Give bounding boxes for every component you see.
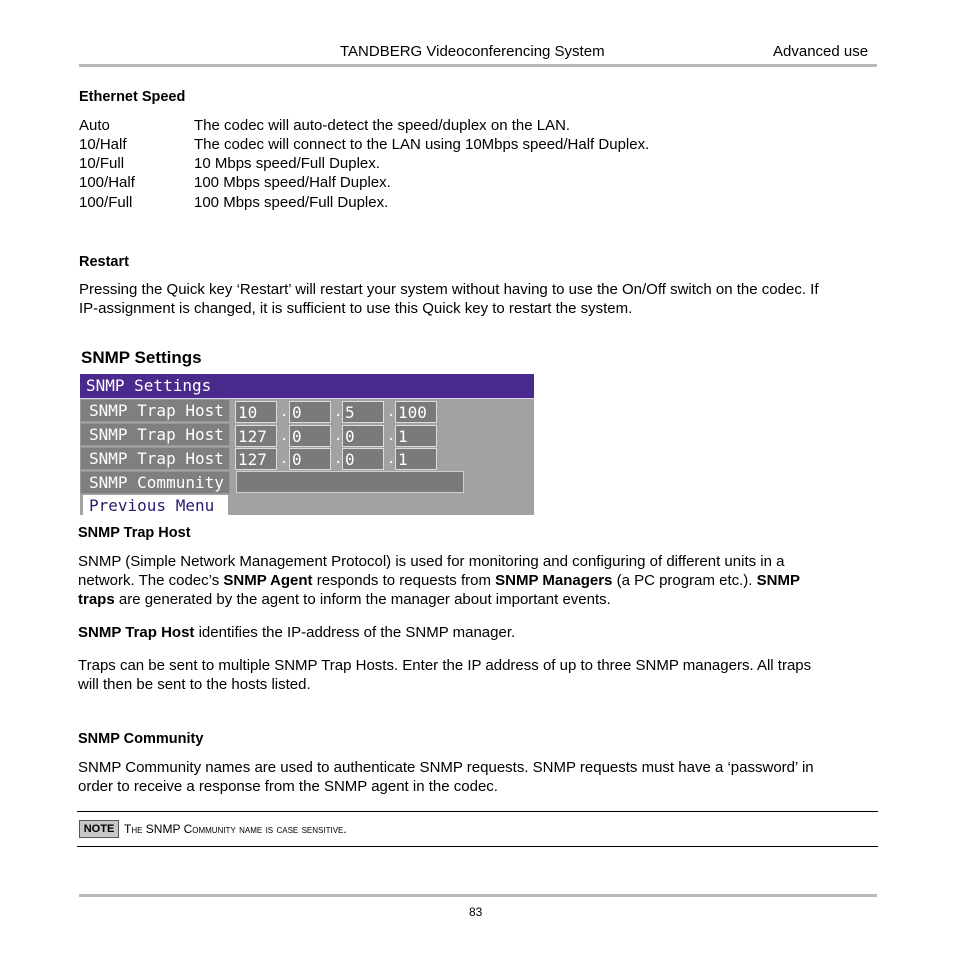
note-text: The SNMP Community name is case sensitive. xyxy=(124,822,347,836)
table-row-term: 100/Full xyxy=(79,194,133,211)
bold-term: SNMP Trap Host xyxy=(78,624,195,641)
table-row-desc: The codec will connect to the LAN using 10Mbps speed/Half Duplex. xyxy=(194,136,650,153)
community-text-line2: order to receive a response from the SNMP agent in the codec. xyxy=(78,778,498,795)
trap-host-1-label[interactable] xyxy=(80,399,230,422)
previous-menu-label: Previous Menu xyxy=(89,496,215,515)
community-label[interactable] xyxy=(80,471,230,494)
screen-title: SNMP Settings xyxy=(86,376,212,395)
octet-value: 5 xyxy=(345,403,355,422)
restart-heading: Restart xyxy=(79,254,129,270)
restart-text-line1: Pressing the Quick key ‘Restart’ will restart your system without having to use the On/Off switch on the codec. If xyxy=(79,281,819,298)
note-top-rule xyxy=(77,811,878,812)
community-input[interactable] xyxy=(236,471,464,493)
snmp-settings-heading: SNMP Settings xyxy=(81,348,202,367)
table-row-term: 100/Half xyxy=(79,174,135,191)
text-run: identifies the IP-address of the SNMP manager. xyxy=(194,624,516,641)
community-text-line1: SNMP Community names are used to authenticate SNMP requests. SNMP requests must have a ‘password’ in xyxy=(78,759,814,776)
trap-host-1-octet-1[interactable] xyxy=(235,401,277,423)
text-run: (a PC program etc.). xyxy=(612,572,757,589)
trap-host-3-label[interactable] xyxy=(80,447,230,470)
table-row-desc: 100 Mbps speed/Half Duplex. xyxy=(194,174,391,191)
trap-host-2-label[interactable] xyxy=(80,423,230,446)
trap-host-p3-line1: Traps can be sent to multiple SNMP Trap Hosts. Enter the IP address of up to three SNMP managers. All traps xyxy=(78,657,812,674)
octet-separator: . xyxy=(387,451,396,467)
trap-host-1-octet-4[interactable] xyxy=(395,401,437,423)
trap-host-p1-line2 xyxy=(78,571,800,590)
table-row-term: 10/Full xyxy=(79,155,125,172)
trap-host-2-octet-2[interactable] xyxy=(289,425,331,447)
octet-value: 100 xyxy=(398,403,427,422)
trap-host-2-octet-3[interactable] xyxy=(342,425,384,447)
snmp-community-heading: SNMP Community xyxy=(78,731,204,747)
table-row-desc: 100 Mbps speed/Full Duplex. xyxy=(194,194,389,211)
octet-separator: . xyxy=(280,404,289,420)
header-section: Advanced use xyxy=(773,43,869,60)
table-row-desc: 10 Mbps speed/Full Duplex. xyxy=(194,155,380,172)
community-label-text: SNMP Community xyxy=(89,473,224,492)
bold-term: SNMP Managers xyxy=(495,572,613,589)
octet-value: 127 xyxy=(238,450,267,469)
table-row-desc: The codec will auto-detect the speed/duplex on the LAN. xyxy=(194,117,571,134)
trap-host-p2 xyxy=(78,623,515,642)
octet-separator: . xyxy=(280,451,289,467)
octet-value: 0 xyxy=(345,427,355,446)
trap-host-3-octet-2[interactable] xyxy=(289,448,331,470)
table-row-term: 10/Half xyxy=(79,136,127,153)
bold-term: SNMP Agent xyxy=(223,572,313,589)
ethernet-speed-heading: Ethernet Speed xyxy=(79,89,186,105)
trap-host-3-octet-4[interactable] xyxy=(395,448,437,470)
snmp-settings-screen xyxy=(80,374,534,515)
octet-value: 127 xyxy=(238,427,267,446)
text-run: network. The codec’s xyxy=(78,572,224,589)
trap-host-p1-line1: SNMP (Simple Network Management Protocol) is used for monitoring and configuring of different units in a xyxy=(78,553,785,570)
octet-separator: . xyxy=(387,428,396,444)
octet-value: 1 xyxy=(398,450,408,469)
trap-host-2-octet-1[interactable] xyxy=(235,425,277,447)
trap-host-label-text: SNMP Trap Host xyxy=(89,449,224,468)
page-number: 83 xyxy=(469,905,483,919)
table-row-term: Auto xyxy=(79,117,110,134)
trap-host-3-octet-1[interactable] xyxy=(235,448,277,470)
octet-value: 0 xyxy=(345,450,355,469)
header-rule xyxy=(79,64,877,67)
octet-separator: . xyxy=(334,451,343,467)
octet-separator: . xyxy=(334,404,343,420)
trap-host-label-text: SNMP Trap Host xyxy=(89,425,224,444)
octet-value: 0 xyxy=(292,427,302,446)
bold-term: SNMP xyxy=(756,572,800,589)
octet-separator: . xyxy=(334,428,343,444)
text-run: are generated by the agent to inform the manager about important events. xyxy=(114,591,611,608)
trap-host-label-text: SNMP Trap Host xyxy=(89,401,224,420)
snmp-trap-host-heading: SNMP Trap Host xyxy=(78,525,191,541)
previous-menu-item[interactable] xyxy=(83,495,228,515)
bold-term: traps xyxy=(78,591,115,608)
octet-value: 0 xyxy=(292,403,302,422)
trap-host-p1-line3 xyxy=(78,590,611,609)
trap-host-1-octet-3[interactable] xyxy=(342,401,384,423)
restart-text-line2: IP-assignment is changed, it is sufficient to use this Quick key to restart the system. xyxy=(79,300,633,317)
trap-host-3-octet-3[interactable] xyxy=(342,448,384,470)
header-title: TANDBERG Videoconferencing System xyxy=(340,43,605,60)
text-run: responds to requests from xyxy=(312,572,496,589)
trap-host-1-octet-2[interactable] xyxy=(289,401,331,423)
trap-host-p3-line2: will then be sent to the hosts listed. xyxy=(78,676,311,693)
octet-separator: . xyxy=(280,428,289,444)
note-bottom-rule xyxy=(77,846,878,847)
footer-rule xyxy=(79,894,877,897)
octet-value: 1 xyxy=(398,427,408,446)
octet-value: 10 xyxy=(238,403,258,422)
trap-host-2-octet-4[interactable] xyxy=(395,425,437,447)
octet-separator: . xyxy=(387,404,396,420)
note-badge: NOTE xyxy=(79,820,119,838)
octet-value: 0 xyxy=(292,450,302,469)
screen-title-bar xyxy=(80,374,534,399)
